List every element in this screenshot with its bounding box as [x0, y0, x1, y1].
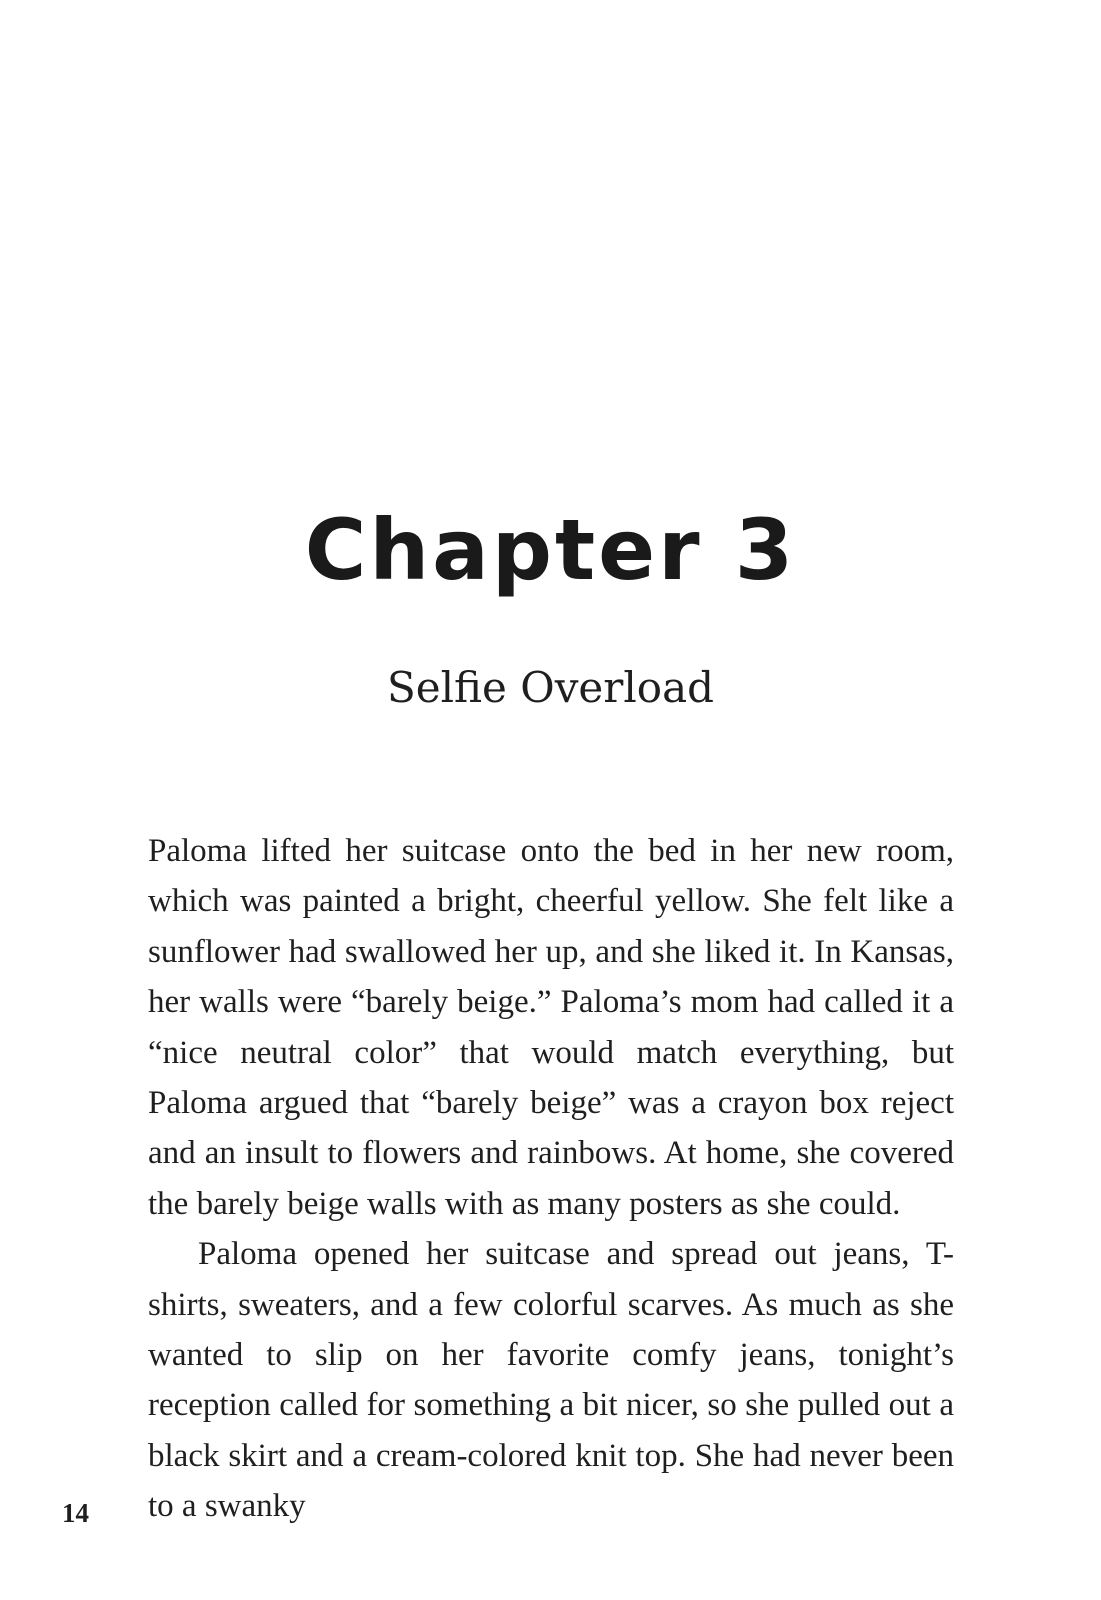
paragraph: Paloma lifted her suitcase onto the bed in her new room, which was painted a bright, cheerful yellow. She felt like a sunflower had swallowed her up, and she liked it. In Kansas, her walls were “barely beige.” Paloma’s mom had called it a “nice neutral color” that would match everything, but Paloma argued that “barely beige” was a crayon box reject and an insult to flowers and rainbows. At home, she covered the barely beige walls with as many posters as she could. [148, 833, 954, 1222]
chapter-title: Selfie Overload [386, 663, 715, 712]
page-number: 14 [62, 1498, 89, 1528]
paragraph: Paloma opened her suitcase and spread out jeans, T-shirts, sweaters, and a few colorful scarves. As much as she wanted to slip on her favorite comfy jeans, tonight’s reception called for something a bit nicer, so she pulled out a black skirt and a cream-colored knit top. She had never been to a swanky [148, 1236, 954, 1525]
body-text [148, 826, 954, 1532]
chapter-heading: Chapter 3 [304, 501, 797, 599]
